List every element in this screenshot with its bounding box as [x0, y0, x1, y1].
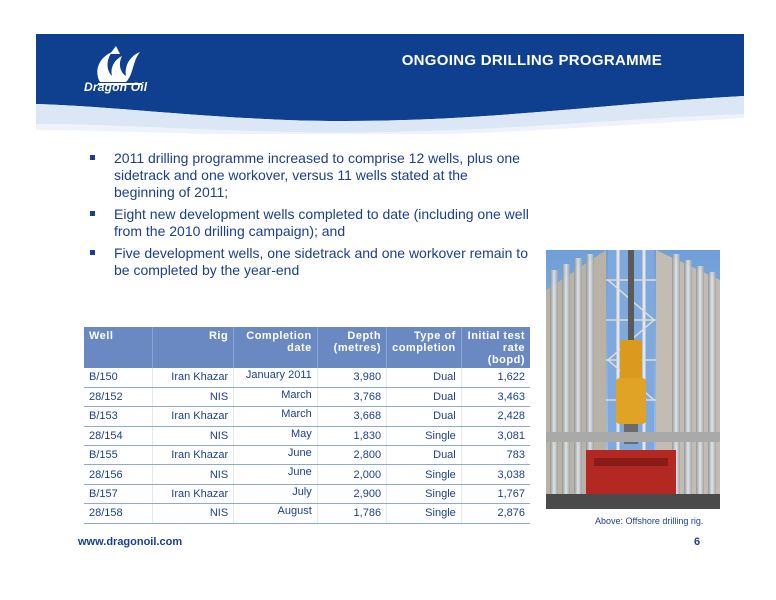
bullet-item — [90, 206, 530, 240]
table-row — [84, 484, 530, 503]
bullet-square-icon — [90, 211, 95, 216]
cell-rig: Iran Khazar — [153, 484, 234, 503]
cell-well: B/155 — [84, 446, 153, 465]
cell-completion-type: Single — [387, 484, 462, 503]
cell-completion-type: Dual — [387, 387, 462, 406]
cell-well: B/150 — [84, 368, 153, 387]
cell-rig: NIS — [153, 504, 234, 523]
cell-completion-date: March — [234, 387, 318, 406]
footer-url-link[interactable]: www.dragonoil.com — [78, 536, 183, 548]
cell-initial-rate: 3,081 — [461, 426, 530, 445]
cell-completion-date: June — [234, 446, 318, 465]
cell-completion-type: Single — [387, 504, 462, 523]
header-completion-type: Type of completion — [387, 327, 462, 368]
header-well: Well — [84, 327, 153, 368]
bullet-item — [90, 245, 530, 279]
logo-text: Dragon Oil — [84, 80, 148, 94]
cell-well: 28/158 — [84, 504, 153, 523]
cell-rig: NIS — [153, 387, 234, 406]
table-row — [84, 504, 530, 523]
cell-rig: Iran Khazar — [153, 368, 234, 387]
drilling-rig-image — [546, 250, 720, 509]
cell-initial-rate: 783 — [461, 446, 530, 465]
bullet-item — [90, 150, 530, 201]
page-title: ONGOING DRILLING PROGRAMME — [401, 52, 662, 69]
cell-well: 28/152 — [84, 387, 153, 406]
cell-initial-rate: 3,038 — [461, 465, 530, 484]
cell-depth: 2,800 — [317, 446, 386, 465]
cell-well: 28/156 — [84, 465, 153, 484]
header-depth: Depth (metres) — [317, 327, 386, 368]
table-row — [84, 426, 530, 445]
cell-rig: NIS — [153, 465, 234, 484]
cell-completion-date: May — [234, 426, 318, 445]
drilling-wells-table — [84, 327, 530, 524]
cell-initial-rate: 2,428 — [461, 407, 530, 426]
table-row — [84, 387, 530, 406]
cell-completion-date: July — [234, 484, 318, 503]
header-initial-rate: Initial test rate (bopd) — [461, 327, 530, 368]
photo-caption: Above: Offshore drilling rig. — [595, 516, 704, 526]
cell-rig: Iran Khazar — [153, 407, 234, 426]
bullet-text: 2011 drilling programme increased to comprise 12 wells, plus one sidetrack and one workover, versus 11 wells stated at the beginning of 2011; — [114, 150, 520, 200]
table-row — [84, 465, 530, 484]
cell-depth: 1,830 — [317, 426, 386, 445]
cell-depth: 2,900 — [317, 484, 386, 503]
cell-rig: NIS — [153, 426, 234, 445]
cell-initial-rate: 1,767 — [461, 484, 530, 503]
cell-completion-date: August — [234, 504, 318, 523]
header-completion-date: Completion date — [234, 327, 318, 368]
cell-rig: Iran Khazar — [153, 446, 234, 465]
cell-depth: 3,668 — [317, 407, 386, 426]
cell-well: B/153 — [84, 407, 153, 426]
bullet-text: Five development wells, one sidetrack and one workover remain to be completed by the year-end — [114, 245, 528, 278]
cell-completion-date: June — [234, 465, 318, 484]
drilling-rig-photo — [546, 250, 720, 509]
bullet-square-icon — [90, 250, 95, 255]
cell-well: B/157 — [84, 484, 153, 503]
bullet-square-icon — [90, 155, 95, 160]
cell-initial-rate: 3,463 — [461, 387, 530, 406]
header-band — [36, 34, 744, 134]
table-row — [84, 368, 530, 387]
cell-completion-type: Dual — [387, 368, 462, 387]
cell-completion-type: Single — [387, 426, 462, 445]
cell-completion-date: January 2011 — [234, 368, 318, 387]
cell-completion-type: Dual — [387, 407, 462, 426]
table-row — [84, 407, 530, 426]
cell-depth: 1,786 — [317, 504, 386, 523]
bullet-text: Eight new development wells completed to date (including one well from the 2010 drilling campaign); and — [114, 206, 529, 239]
cell-initial-rate: 2,876 — [461, 504, 530, 523]
cell-completion-type: Single — [387, 465, 462, 484]
cell-initial-rate: 1,622 — [461, 368, 530, 387]
cell-depth: 3,768 — [317, 387, 386, 406]
cell-well: 28/154 — [84, 426, 153, 445]
table-header-row — [84, 327, 530, 368]
cell-completion-date: March — [234, 407, 318, 426]
table-body — [84, 368, 530, 523]
cell-depth: 3,980 — [317, 368, 386, 387]
cell-depth: 2,000 — [317, 465, 386, 484]
page-number: 6 — [694, 536, 701, 548]
table-row — [84, 446, 530, 465]
header-rig: Rig — [153, 327, 234, 368]
cell-completion-type: Dual — [387, 446, 462, 465]
bullet-list — [90, 150, 530, 284]
